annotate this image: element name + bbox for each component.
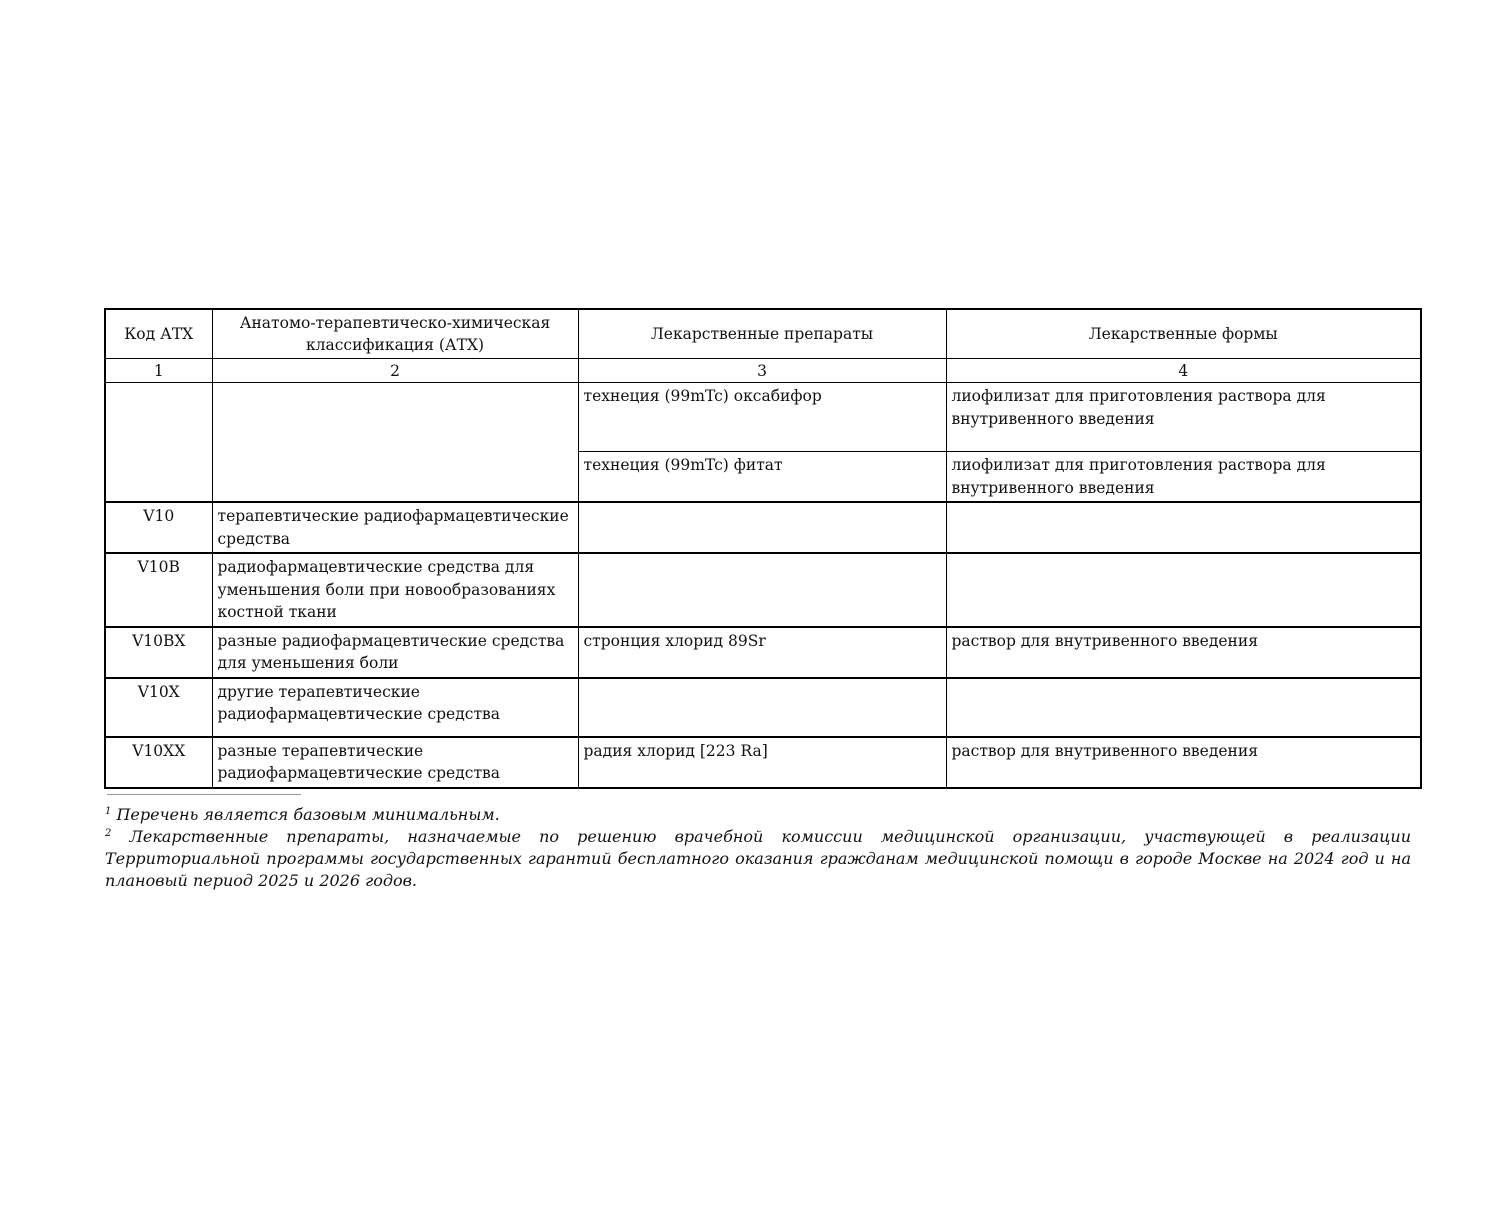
atx-class-cell xyxy=(212,383,578,503)
atx-class-cell: терапевтические радиофармацевтические средства xyxy=(212,502,578,553)
drug-cell xyxy=(578,502,946,553)
footnote-divider xyxy=(107,794,301,795)
column-number: 1 xyxy=(105,359,212,383)
atx-drug-table xyxy=(104,308,1422,789)
table-row xyxy=(105,383,1421,452)
footnote-1 xyxy=(105,804,1411,826)
column-number: 2 xyxy=(212,359,578,383)
column-number-row xyxy=(105,359,1421,383)
atx-code-cell: V10B xyxy=(105,553,212,627)
form-cell: лиофилизат для приготовления раствора для внутривенного введения xyxy=(946,383,1421,452)
atx-code-cell xyxy=(105,383,212,503)
table-header-row xyxy=(105,309,1421,359)
atx-class-cell: другие терапевтические радиофармацевтические средства xyxy=(212,678,578,737)
footnote-text: Лекарственные препараты, назначаемые по решению врачебной комиссии медицинской организации, участвующей в реализации Территориальной программы государственных гарантий бесплатного оказания гражданам медицинской помощи в городе Москве на 2024 год и на плановый период 2025 и 2026 годов. xyxy=(105,827,1411,890)
form-cell xyxy=(946,553,1421,627)
atx-code-cell: V10XX xyxy=(105,737,212,788)
table-row xyxy=(105,678,1421,737)
form-cell xyxy=(946,678,1421,737)
column-number: 4 xyxy=(946,359,1421,383)
atx-code-cell: V10BX xyxy=(105,627,212,678)
drug-cell xyxy=(578,678,946,737)
drug-cell: технеция (99mTc) фитат xyxy=(578,452,946,503)
drug-cell: стронция хлорид 89Sr xyxy=(578,627,946,678)
footnote-2 xyxy=(105,826,1411,892)
atx-code-cell: V10X xyxy=(105,678,212,737)
header-atx-classification: Анатомо-терапевтическо-химическая классификация (АТХ) xyxy=(212,309,578,359)
table-row xyxy=(105,502,1421,553)
form-cell: лиофилизат для приготовления раствора для внутривенного введения xyxy=(946,452,1421,503)
footnote-mark: 2 xyxy=(105,828,112,839)
header-dosage-forms: Лекарственные формы xyxy=(946,309,1421,359)
form-cell: раствор для внутривенного введения xyxy=(946,627,1421,678)
table-row xyxy=(105,627,1421,678)
footnote-mark: 1 xyxy=(105,806,112,817)
drug-cell xyxy=(578,553,946,627)
column-number: 3 xyxy=(578,359,946,383)
header-atx-code: Код АТХ xyxy=(105,309,212,359)
footnotes xyxy=(105,804,1411,892)
table-row xyxy=(105,553,1421,627)
form-cell: раствор для внутривенного введения xyxy=(946,737,1421,788)
atx-code-cell: V10 xyxy=(105,502,212,553)
atx-class-cell: разные терапевтические радиофармацевтические средства xyxy=(212,737,578,788)
header-drugs: Лекарственные препараты xyxy=(578,309,946,359)
form-cell xyxy=(946,502,1421,553)
atx-class-cell: разные радиофармацевтические средства для уменьшения боли xyxy=(212,627,578,678)
footnote-text: Перечень является базовым минимальным. xyxy=(116,805,500,824)
table-row xyxy=(105,737,1421,788)
drug-cell: радия хлорид [223 Ra] xyxy=(578,737,946,788)
drug-cell: технеция (99mTc) оксабифор xyxy=(578,383,946,452)
atx-class-cell: радиофармацевтические средства для уменьшения боли при новообразованиях костной ткани xyxy=(212,553,578,627)
